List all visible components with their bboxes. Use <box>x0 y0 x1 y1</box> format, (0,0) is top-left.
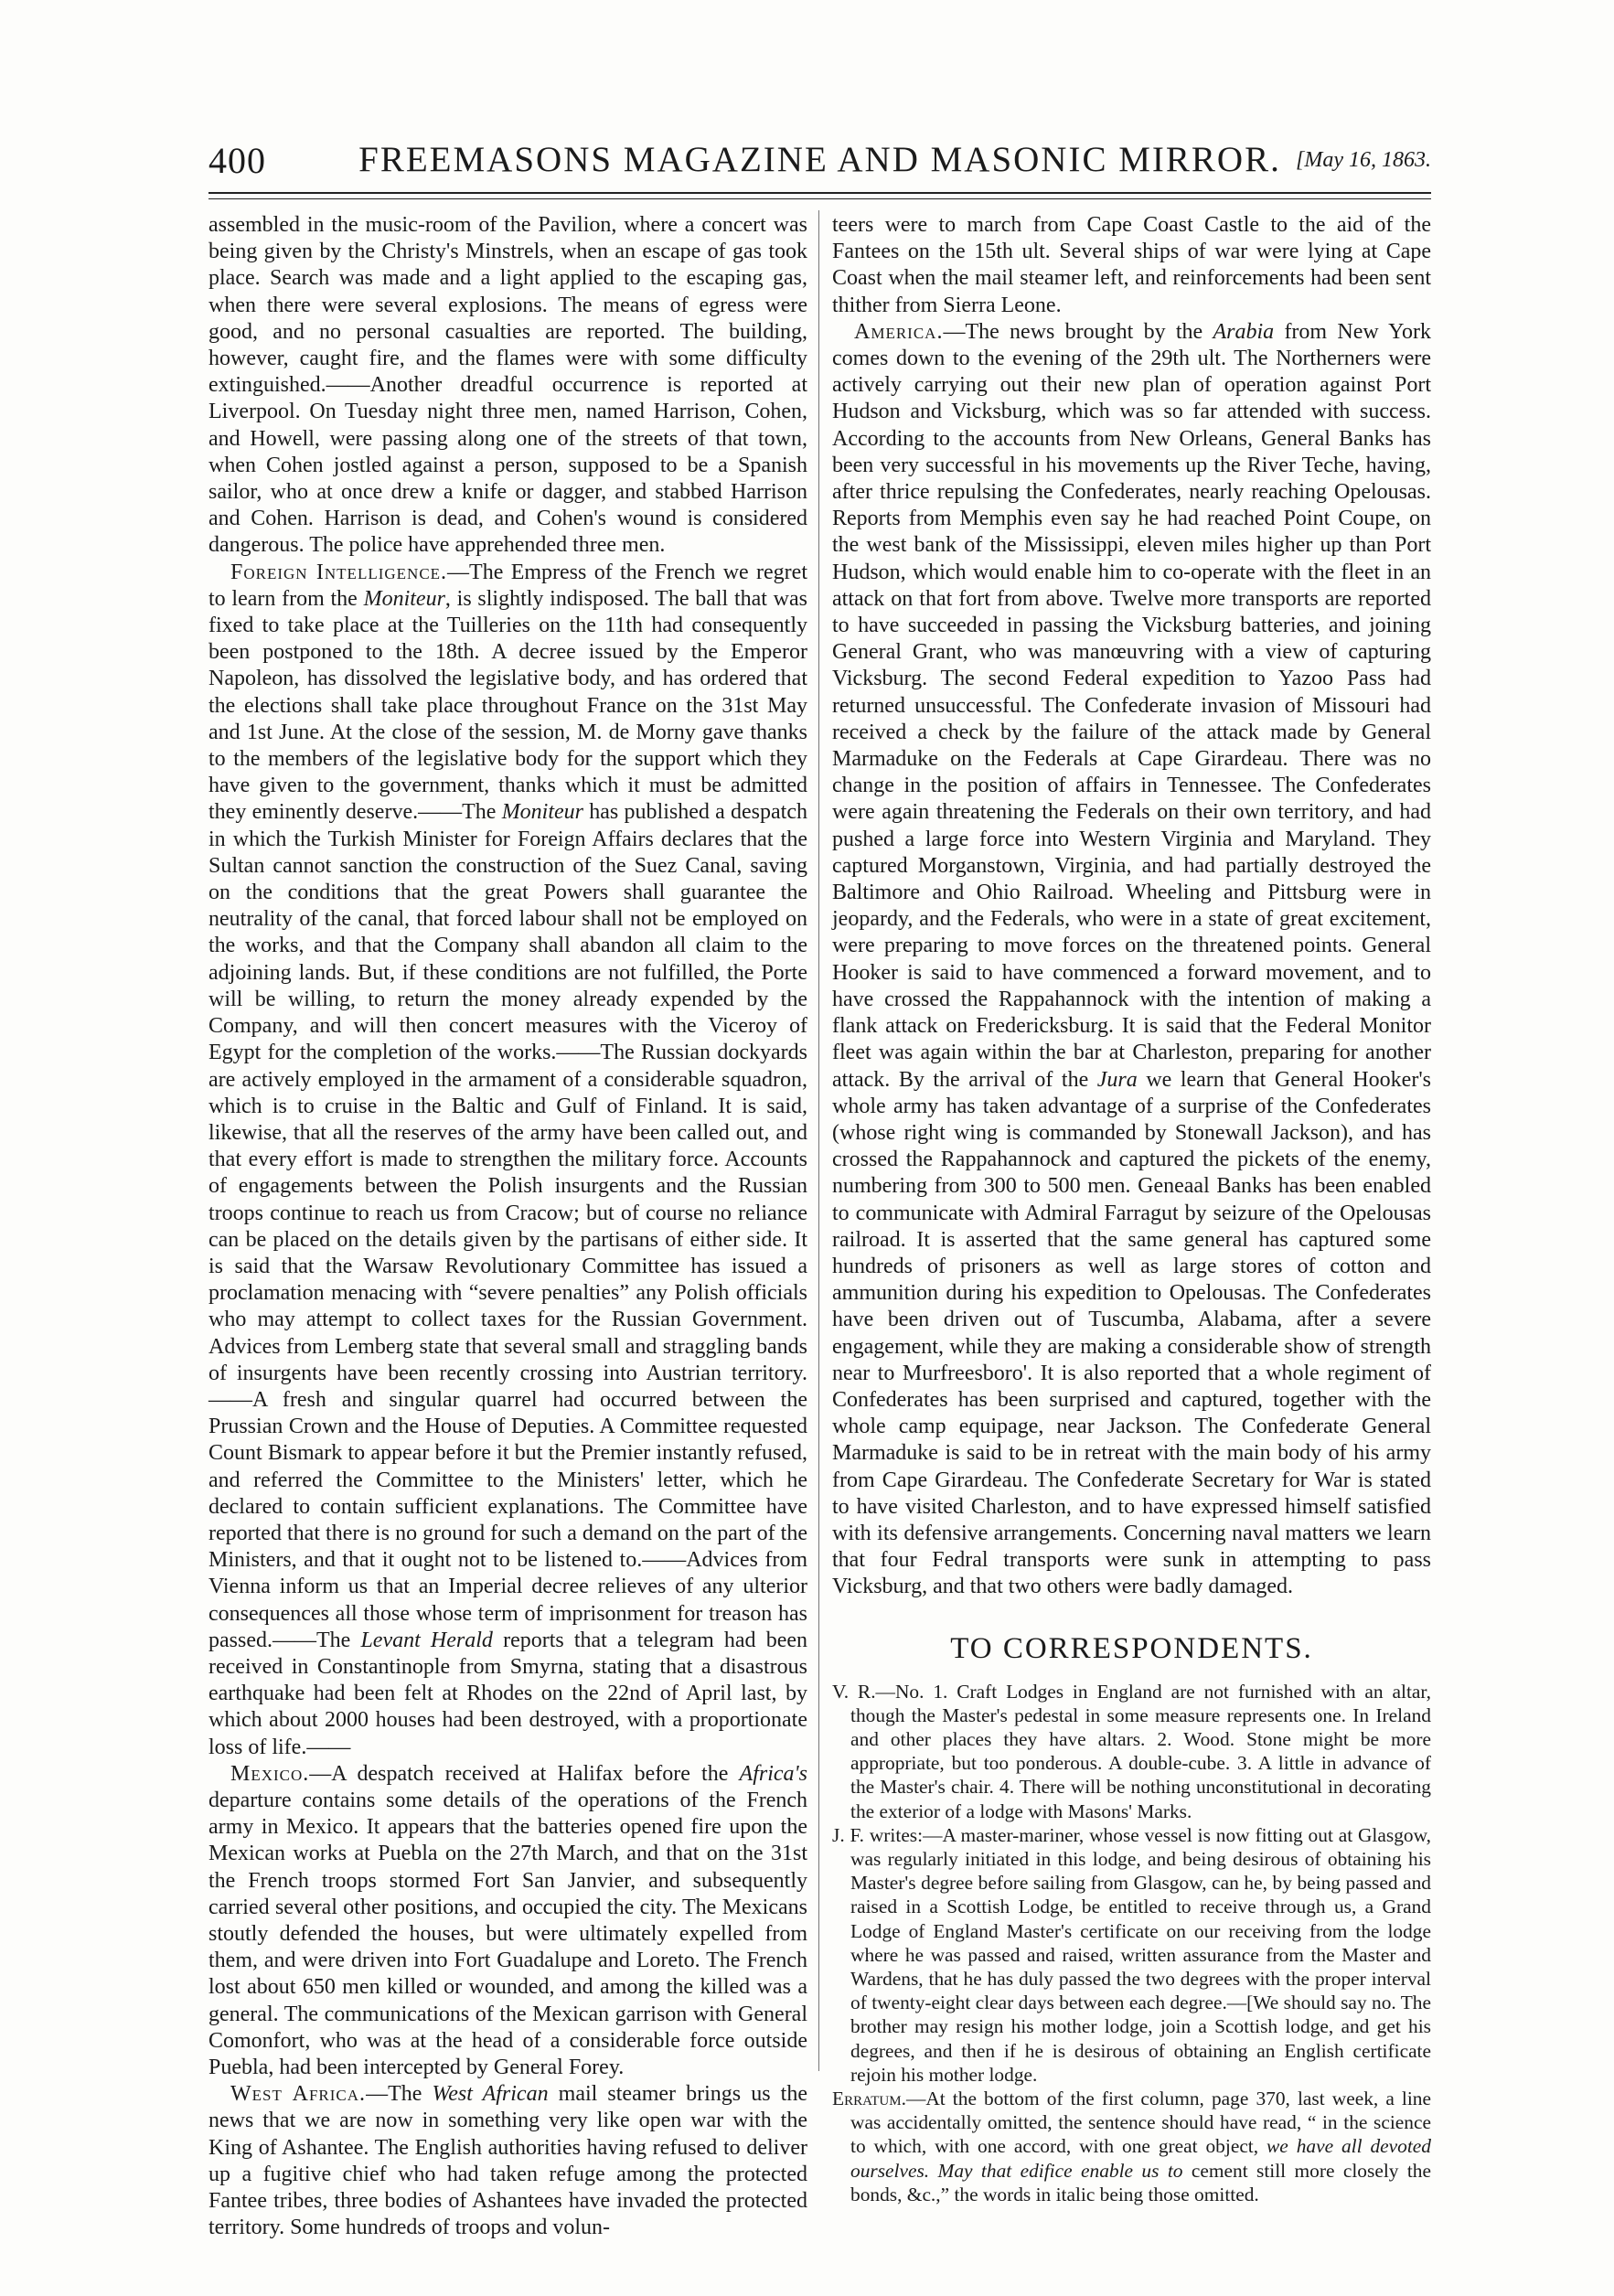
section-label: Foreign Intelligence. <box>230 560 448 584</box>
column-divider <box>818 210 819 2071</box>
correspondent-entry-jf: J. F. writes:—A master-mariner, whose vessel is now fitting out at Glasgow, was regularly initiated in this lodge, and being desirous of obtaining his Master's degree before sailing from Glasgow, can he, by being passed and raised in a Scottish Lodge, be entitled to receive through us, a Grand Lodge of England Master's certificate on our receiving from the lodge where he was passed and raised, written assurance from the Master and Wardens, that he has duly passed the two degrees with the proper interval of twenty-eight clear days between each degree.—[We should say no. The brother may resign his mother lodge, join a Scottish lodge, and get his degrees, and then if he is desirous of obtaining an English certificate rejoin his mother lodge. <box>832 1823 1431 2086</box>
erratum-entry: Erratum.—At the bottom of the first column, page 370, last week, a line was accidentally omitted, the sentence should have read, “ in the science to which, with one accord, with one great object, we have all devoted ourselves. May that edifice enable us to cement still more closely the bonds, &c.,” the words in italic being those omitted. <box>832 2088 1431 2205</box>
mexico-paragraph: Mexico.—A despatch received at Halifax before the Africa's departure contains some details of the operations of the French army in Mexico. It appears that the batteries opened fire upon the Mexican works at Puebla on the 27th March, and that on the 31st the French troops stormed Fort San Janvier, and subsequently carried several other positions, and occupied the city. The Mexicans stoutly defended the houses, but were ultimately expelled from them, and were driven into Fort Guadalupe and Loreto. The French lost about 650 men killed or wounded, and among the killed was a general. The communications of the Mexican garrison with General Comonfort, who was at the head of a considerable force outside Puebla, had been intercepted by General Forey. <box>208 1761 807 2080</box>
header-rule-thin <box>208 198 1431 199</box>
page-header <box>208 139 1431 185</box>
cape-coast-paragraph: teers were to march from Cape Coast Castle to the aid of the Fantees on the 15th ult. Several ships of war were lying at Cape Coast when the mail steamer left, and reinforcements had been sent thither from Sierra Leone. <box>832 213 1431 317</box>
america-paragraph: America.—The news brought by the Arabia from New York comes down to the evening of the 29th ult. The Northerners were actively carrying out their new plan of operation against Port Hudson and Vicksburg, which was so far attended with success. According to the accounts from New Orleans, General Banks has been very successful in his movements up the River Teche, having, after thrice repulsing the Confederates, nearly reaching Opelousas. Reports from Memphis even say he had reached Point Coupe, on the west bank of the Mississippi, eleven miles higher up than Port Hudson, which would enable him to co-operate with the fleet in an attack on that fort from above. Twelve more transports are reported to have succeeded in passing the Vicksburg batteries, and joining General Grant, who was manœuvring with a view of capturing Vicksburg. The second Federal expedition to Yazoo Pass had returned unsuccessful. The Confederate invasion of Missouri had received a check by the failure of the attack made by General Marmaduke on the Federals at Cape Girardeau. There was no change in the position of affairs in Tennessee. The Confederates were again threatening the Federals on their own territory, and had pushed a large force into Western Virginia and Maryland. They captured Morganstown, Virginia, and had partially destroyed the Baltimore and Ohio Railroad. Wheeling and Pittsburg were in jeopardy, and the Federals, who were in a state of great excitement, were preparing to move forces on the threatened points. General Hooker is said to have commenced a forward movement, and to have crossed the Rappahannock with the intention of making a flank attack on Fredericksburg. It is said that the Federal Monitor fleet was again within the bar at Charleston, preparing for another attack. By the arrival of the Jura we learn that General Hooker's whole army has taken advantage of a surprise of the Confederates (whose right wing is commanded by Stonewall Jackson), and has crossed the Rappahannock and captured the pickets of the enemy, numbering from 300 to 500 men. Geneaal Banks has been enabled to communicate with Admiral Farragut by seizure of the Opelousas railroad. It is asserted that the same general has captured some hundreds of prisoners as well as large stores of cotton and ammunition during his expedition to Opelousas. The Confederates have been driven out of Tuscumba, Alabama, after a severe engagement, while they are making a considerable show of strength near to Murfreesboro'. It is also reported that a whole regiment of Confederates has been surprised and captured, together with the whole camp equipage, near Jackson. The Confederate General Marmaduke is said to be in retreat with the main body of his army from Cape Girardeau. The Confederate Secretary for War is stated to have visited Charleston, and to have expressed himself satisfied with its defensive arrangements. Concerning naval matters we learn that four Fedral transports were sunk in attempting to pass Vicksburg, and that two others were badly damaged. <box>832 319 1431 1599</box>
left-column <box>208 212 808 2240</box>
west-africa-paragraph: West Africa.—The West African mail steamer brings us the news that we are now in something very like open war with the King of Ashantee. The English authorities having refused to deliver up a fugitive chief who had taken refuge among the protected Fantee tribes, three bodies of Ashantees have invaded the protected territory. Some hundreds of troops and volun- <box>208 2082 807 2240</box>
correspondents-section <box>832 1680 1431 2206</box>
pavilion-paragraph: assembled in the music-room of the Pavilion, where a concert was being given by the Christy's Minstrels, when an escape of gas took place. Search was made and a light applied to the escaping gas, when there were several explosions. The means of egress were good, and no personal casualties are reported. The building, however, caught fire, and the flames were with some difficulty extinguished.——Another dreadful occurrence is reported at Liverpool. On Tuesday night three men, named Harrison, Cohen, and Howell, were passing along one of the streets of that town, when Cohen jostled against a person, supposed to be a Spanish sailor, who at once drew a knife or dagger, and stabbed Harrison and Cohen. Harrison is dead, and Cohen's wound is considered dangerous. The police have apprehended three men. <box>208 213 807 558</box>
issue-date: [May 16, 1863. <box>1296 148 1431 172</box>
correspondents-heading: TO CORRESPONDENTS. <box>950 1631 1313 1665</box>
header-rule <box>208 192 1431 194</box>
section-label: Mexico. <box>230 1761 310 1786</box>
right-column <box>832 212 1431 2205</box>
running-title: FREEMASONS MAGAZINE AND MASONIC MIRROR. <box>358 140 1281 179</box>
foreign-intelligence-paragraph: Foreign Intelligence.—The Empress of the French we regret to learn from the Moniteur, is slightly indisposed. The ball that was fixed to take place at the Tuilleries on the 11th had consequently been postponed to the 18th. A decree issued by the Emperor Napoleon, has dissolved the legislative body, and has ordered that the elections shall take place throughout France on the 31st May and 1st June. At the close of the session, M. de Morny gave thanks to the members of the legislative body for the support which they have given to the government, thanks which it must be admitted they eminently deserve.——The Moniteur has published a despatch in which the Turkish Minister for Foreign Affairs declares that the Sultan cannot sanction the construction of the Suez Canal, saving on the conditions that the great Powers shall guarantee the neutrality of the canal, that forced labour shall not be employed on the works, and that the Company shall abandon all claim to the adjoining lands. But, if these conditions are not fulfilled, the Porte will be willing, to return the money already expended by the Company, and will then concert measures with the Viceroy of Egypt for the completion of the works.——The Russian dockyards are actively employed in the armament of a considerable squadron, which is to cruise in the Baltic and Gulf of Finland. It is said, likewise, that all the reserves of the army have been called out, and that every effort is made to strengthen the military force. Accounts of engagements between the Polish insurgents and the Russian troops continue to reach us from Cracow; but of course no reliance can be placed on the details given by the partisans of either side. It is said that the Warsaw Revolutionary Committee has issued a proclamation menacing with “severe penalties” any Polish officials who may attempt to collect taxes for the Russian Government. Advices from Lemberg state that several small and straggling bands of insurgents have been recently crossing into Austrian territory.——A fresh and singular quarrel had occurred between the Prussian Crown and the House of Deputies. A Committee requested Count Bismark to appear before it but the Premier instantly refused, and referred the Committee to the Ministers' letter, which he declared to contain sufficient explanations. The Committee have reported that there is no ground for such a demand on the part of the Ministers, and that it ought not to be listened to.——Advices from Vienna inform us that an Imperial decree relieves of any ulterior consequences all those whose term of imprisonment for treason has passed.——The Levant Herald reports that a telegram had been received in Constantinople from Smyrna, stating that a disastrous earthquake had been felt at Rhodes on the 22nd of April last, by which about 2000 houses had been destroyed, with a proportionate loss of life.—— <box>208 560 808 1759</box>
correspondent-entry-vr: V. R.—No. 1. Craft Lodges in England are not furnished with an altar, though the Master's pedestal in some measure represents one. In Ireland and other places they have altars. 2. Wood. Stone might be more appropriate, but too ponderous. A double-cube. 3. A little in advance of the Master's chair. 4. There will be nothing unconstitutional in decorating the exterior of a lodge with Masons' Marks. <box>832 1680 1431 1822</box>
section-label: America. <box>854 319 944 344</box>
page-number: 400 <box>208 140 266 181</box>
section-label: West Africa. <box>230 2082 367 2107</box>
